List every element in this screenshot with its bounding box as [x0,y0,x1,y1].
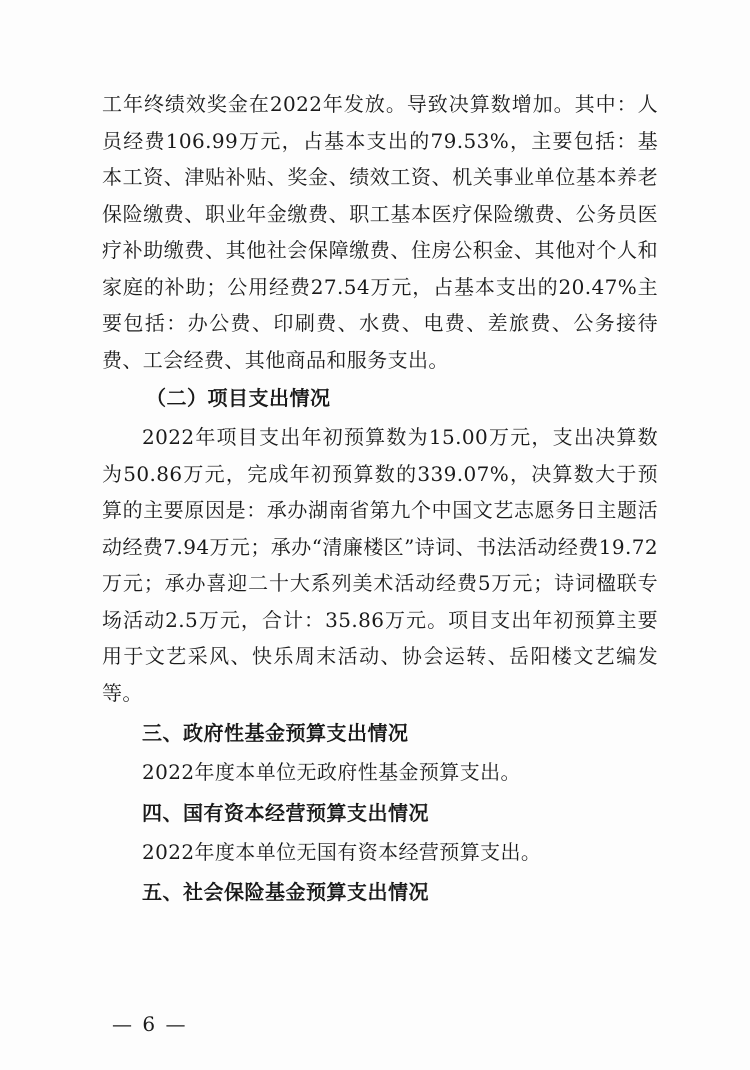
heading-social-insurance: 五、社会保险基金预算支出情况 [142,880,429,904]
paragraph-state-capital: 2022年度本单位无国有资本经营预算支出。 [142,839,542,864]
page-number: — 6 — [112,1012,188,1036]
paragraph-government-fund: 2022年度本单位无政府性基金预算支出。 [142,760,521,784]
document-body [102,86,658,911]
heading-state-capital: 四、国有资本经营预算支出情况 [142,800,429,825]
heading-government-fund: 三、政府性基金预算支出情况 [142,721,409,745]
heading-project-expenditure: （二）项目支出情况 [146,386,331,410]
paragraph-basic-expenditure: 工年终绩效奖金在2022年发放。导致决算数增加。其中：人员经费106.99万元，占基本支出的79.53%，主要包括：基本工资、津贴补贴、奖金、绩效工资、机关事业单位基本养老保险缴费、职业年金缴费、职工基本医疗保险缴费、公务员医疗补助缴费、其他社会保障缴费、住房公积金、其他对个人和家庭的补助；公用经费27.54万元，占基本支出的20.47%主要包括：办公费、印刷费、水费、电费、差旅费、公务接待费、工会经费、其他商品和服务支出。 [102,92,658,372]
paragraph-project-expenditure: 2022年项目支出年初预算数为15.00万元，支出决算数为50.86万元，完成年初预算数的339.07%，决算数大于预算的主要原因是：承办湖南省第九个中国文艺志愿务日主题活动经费7.94万元；承办“清廉楼区”诗词、书法活动经费19.72万元；承办喜迎二十大系列美术活动经费5万元；诗词楹联专场活动2.5万元，合计：35.86万元。项目支出年初预算主要用于文艺采风、快乐周末活动、协会运转、岳阳楼文艺编发等。 [102,425,658,705]
